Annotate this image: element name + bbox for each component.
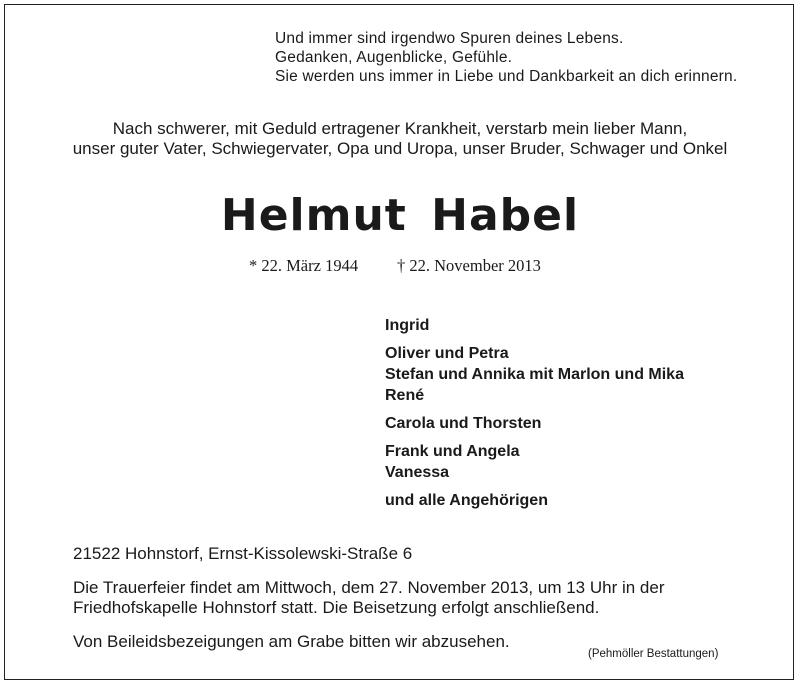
intro-line-2: unser guter Vater, Schwiegervater, Opa und Uropa, unser Bruder, Schwager und Onkel — [72, 139, 728, 158]
condolence-note: Von Beileidsbezeigungen am Grabe bitten wir abzusehen. — [73, 632, 510, 651]
deceased-name: Helmut Habel — [220, 190, 580, 241]
poem-line-2: Gedanken, Augenblicke, Gefühle. — [275, 49, 513, 66]
intro-line-1: Nach schwerer, mit Geduld ertragener Krankheit, verstarb mein lieber Mann, — [112, 119, 688, 138]
family-member: und alle Angehörigen — [385, 492, 548, 509]
family-member: René — [385, 387, 425, 404]
birth-date: * 22. März 1944 — [249, 256, 359, 275]
family-member: Frank und Angela — [385, 443, 520, 460]
address: 21522 Hohnstorf, Ernst-Kissolewski-Straße 6 — [73, 544, 413, 563]
family-member: Ingrid — [385, 317, 430, 334]
undertaker-credit: (Pehmöller Bestattungen) — [588, 648, 719, 660]
ceremony-line-1: Die Trauerfeier findet am Mittwoch, dem 27. November 2013, um 13 Uhr in der — [73, 578, 665, 597]
poem-line-3: Sie werden uns immer in Liebe und Dankbarkeit an dich erinnern. — [275, 68, 738, 85]
poem-line-1: Und immer sind irgendwo Spuren deines Lebens. — [275, 30, 624, 47]
family-member: Carola und Thorsten — [385, 415, 542, 432]
family-member: Vanessa — [385, 464, 450, 481]
family-member: Stefan und Annika mit Marlon und Mika — [385, 366, 684, 383]
ceremony-line-2: Friedhofskapelle Hohnstorf statt. Die Beisetzung erfolgt anschließend. — [73, 598, 600, 617]
family-member: Oliver und Petra — [385, 345, 509, 362]
death-date: † 22. November 2013 — [397, 256, 541, 275]
